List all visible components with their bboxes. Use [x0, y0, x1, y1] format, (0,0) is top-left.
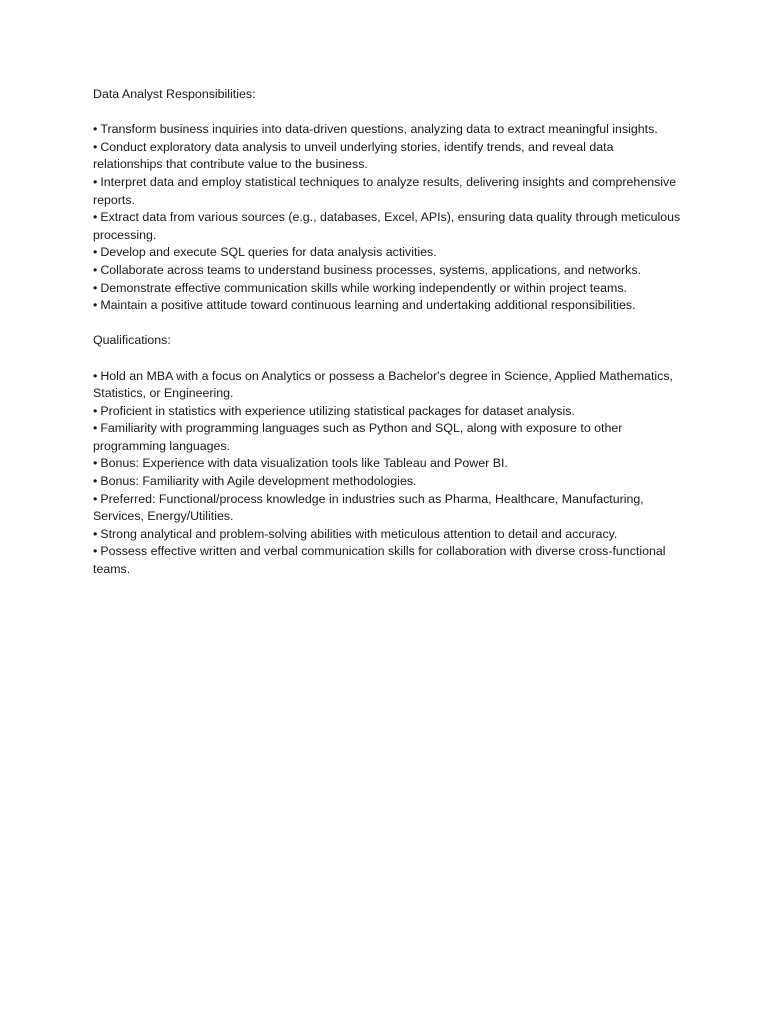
- bullet-icon: •: [93, 403, 98, 418]
- list-item: • Proficient in statistics with experience utilizing statistical packages for dataset analysis.: [93, 403, 575, 418]
- list-item: • Possess effective written and verbal communication skills for collaboration with diverse cross-functional teams.: [93, 544, 666, 577]
- bullet-icon: •: [93, 544, 98, 559]
- responsibilities-heading: Data Analyst Responsibilities:: [93, 87, 256, 101]
- bullet-icon: •: [93, 421, 98, 436]
- bullet-icon: •: [93, 280, 98, 295]
- bullet-icon: •: [93, 474, 98, 489]
- qualifications-heading: Qualifications:: [93, 333, 171, 348]
- list-item: • Bonus: Familiarity with Agile development methodologies.: [93, 474, 417, 489]
- bullet-icon: •: [93, 298, 98, 313]
- spacer: [93, 350, 683, 368]
- bullet-icon: •: [93, 174, 98, 189]
- responsibilities-list: [93, 121, 683, 315]
- list-item: • Extract data from various sources (e.g., databases, Excel, APIs), ensuring data quality through meticulous processing.: [93, 210, 681, 242]
- list-item: • Bonus: Experience with data visualization tools like Tableau and Power BI.: [93, 456, 508, 471]
- bullet-icon: •: [93, 122, 98, 137]
- list-item: • Develop and execute SQL queries for data analysis activities.: [93, 245, 437, 260]
- list-item: • Interpret data and employ statistical techniques to analyze results, delivering insights and comprehensive reports.: [93, 174, 677, 207]
- bullet-icon: •: [93, 368, 98, 383]
- document-page: [93, 86, 683, 579]
- list-item: • Collaborate across teams to understand business processes, systems, applications, and networks.: [93, 262, 641, 277]
- list-item: • Demonstrate effective communication skills while working independently or within project teams.: [93, 280, 627, 295]
- list-item: • Transform business inquiries into data-driven questions, analyzing data to extract meaningful insights.: [93, 122, 658, 137]
- bullet-icon: •: [93, 262, 98, 277]
- bullet-icon: •: [93, 491, 98, 506]
- list-item: • Maintain a positive attitude toward continuous learning and undertaking additional responsibilities.: [93, 298, 636, 313]
- bullet-icon: •: [93, 456, 98, 471]
- qualifications-list: [93, 368, 683, 579]
- bullet-icon: •: [93, 139, 98, 154]
- bullet-icon: •: [93, 526, 98, 541]
- list-item: • Strong analytical and problem-solving abilities with meticulous attention to detail and accuracy.: [93, 526, 618, 541]
- list-item: • Conduct exploratory data analysis to unveil underlying stories, identify trends, and reveal data relationships that contribute value to the business.: [93, 139, 614, 172]
- spacer: [93, 104, 683, 122]
- spacer: [93, 315, 683, 333]
- list-item: • Preferred: Functional/process knowledge in industries such as Pharma, Healthcare, Manufacturing, Services, Energy/Utilities.: [93, 491, 644, 524]
- bullet-icon: •: [93, 210, 98, 225]
- bullet-icon: •: [93, 245, 98, 260]
- list-item: • Familiarity with programming languages such as Python and SQL, along with exposure to other programming languages.: [93, 421, 623, 453]
- list-item: • Hold an MBA with a focus on Analytics or possess a Bachelor's degree in Science, Applied Mathematics, Statistics, or Engineering.: [93, 368, 673, 401]
